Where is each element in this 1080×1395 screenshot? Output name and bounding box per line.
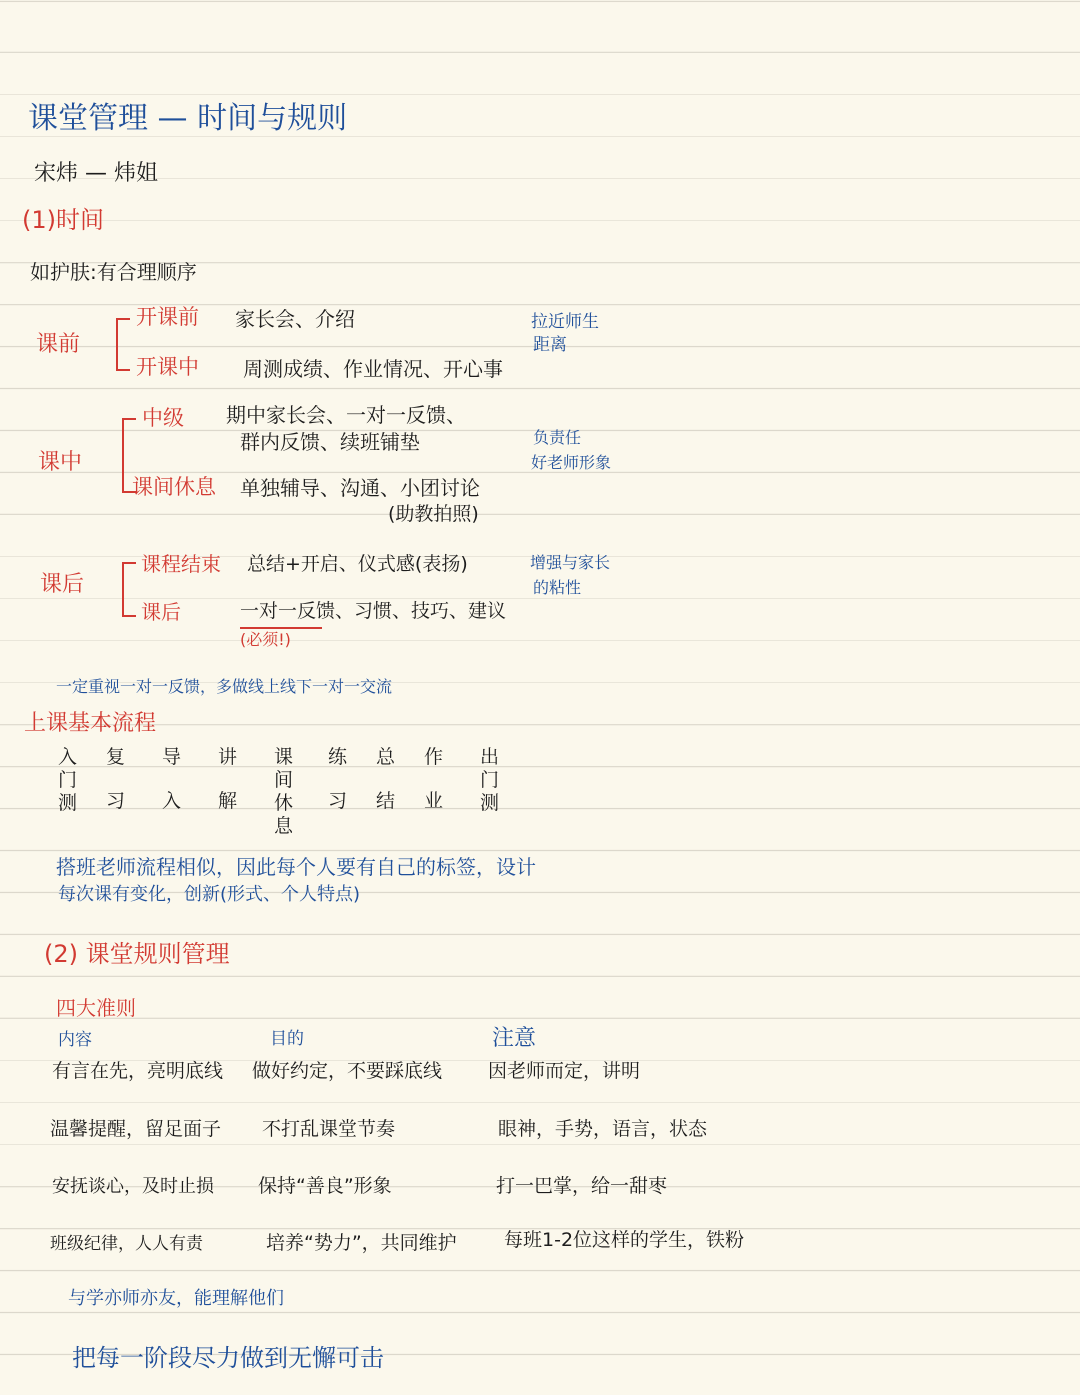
column-header: 内容: [58, 1030, 92, 1050]
brace-tick: [116, 369, 130, 371]
flow-step-char: 入: [162, 790, 182, 812]
before-class-item-label: 开课前: [136, 305, 199, 329]
brace-tick: [122, 562, 136, 564]
flow-step-char: 测: [58, 792, 78, 814]
underline: [240, 627, 322, 629]
during-class-item-detail: 单独辅导、沟通、小团讨论: [240, 476, 480, 500]
after-class-label: 课后: [40, 572, 85, 597]
before-class-item-detail: 家长会、介绍: [235, 307, 355, 331]
rule-purpose: 不打乱课堂节奏: [262, 1118, 396, 1140]
rule-note: 眼神，手势，语言，状态: [498, 1118, 708, 1140]
flow-step-char: 休: [274, 792, 294, 814]
flow-step-char: 门: [58, 769, 78, 791]
after-class-brace: [122, 562, 124, 616]
flow-note: 每次课有变化，创新(形式、个人特点): [58, 884, 361, 905]
column-header: 注意: [492, 1026, 537, 1051]
rule-note: 打一巴掌，给一甜枣: [496, 1175, 668, 1197]
during-class-note: 好老师形象: [531, 453, 612, 472]
rule-purpose: 培养“势力”，共同维护: [266, 1232, 457, 1254]
brace-tick: [122, 615, 136, 617]
flow-step-char: 解: [218, 790, 238, 812]
flow-step-char: 课: [274, 746, 294, 768]
section1-intro: 如护肤:有合理顺序: [30, 260, 197, 284]
before-class-item-label: 开课中: [136, 355, 199, 379]
flow-step: [376, 746, 395, 813]
flow-step-char: 门: [480, 769, 500, 791]
after-class-note: 增强与家长: [530, 553, 611, 572]
relationship-note: 与学亦师亦友，能理解他们: [68, 1288, 284, 1309]
flow-step: [162, 746, 181, 813]
flow-note: 搭班老师流程相似，因此每个人要有自己的标签，设计: [56, 855, 536, 879]
flow-step-char: 测: [480, 792, 500, 814]
flow-step: [424, 746, 443, 813]
during-class-brace: [122, 418, 124, 492]
flow-step: [328, 746, 347, 813]
after-class-item-detail: 一对一反馈、习惯、技巧、建议: [240, 600, 507, 622]
before-class-item-detail: 周测成绩、作业情况、开心事: [243, 357, 503, 381]
before-class-note: 距离: [533, 335, 567, 355]
flow-step-char: 复: [106, 746, 126, 768]
flow-step-char: 息: [274, 815, 294, 837]
rule-content: 安抚谈心，及时止损: [52, 1176, 214, 1197]
flow-step-char: 作: [424, 746, 444, 768]
flow-heading: 上课基本流程: [24, 711, 157, 736]
rule-content: 温馨提醒，留足面子: [50, 1118, 222, 1140]
flow-step-char: 练: [328, 746, 348, 768]
brace-tick: [116, 318, 130, 320]
flow-step-char: 总: [376, 746, 396, 768]
brace-tick: [122, 418, 136, 420]
flow-step-char: 讲: [218, 746, 238, 768]
rule-content: 班级纪律，人人有责: [50, 1234, 203, 1254]
rule-note: 每班1-2位这样的学生，铁粉: [504, 1229, 745, 1251]
flow-step-char: 习: [106, 790, 126, 812]
after-class-note: 的粘性: [533, 578, 582, 597]
during-class-item-detail: 期中家长会、一对一反馈、: [226, 403, 466, 427]
after-class-item-detail: 总结+开启、仪式感(表扬): [247, 553, 468, 575]
flow-step: [274, 746, 293, 838]
flow-step-char: 导: [162, 746, 182, 768]
flow-step-char: 业: [424, 790, 444, 812]
before-class-note: 拉近师生: [531, 312, 599, 332]
during-class-item-detail: 群内反馈、续班铺垫: [240, 430, 420, 454]
feedback-emphasis: 一定重视一对一反馈，多做线上线下一对一交流: [56, 677, 393, 696]
flow-step: [58, 746, 77, 815]
flow-step: [106, 746, 125, 813]
during-class-item-label: 中级: [142, 406, 184, 430]
before-class-label: 课前: [36, 332, 81, 357]
column-header: 目的: [270, 1029, 304, 1049]
during-class-note: 负责任: [533, 428, 582, 447]
flow-step-char: 入: [58, 746, 78, 768]
rule-content: 有言在先，亮明底线: [52, 1060, 224, 1082]
section2-subheading: 四大准则: [56, 996, 136, 1020]
flow-step: [480, 746, 499, 815]
during-class-item-label: 课间休息: [132, 475, 216, 499]
flow-step-char: 间: [274, 769, 294, 791]
during-class-item-detail: (助教拍照): [388, 503, 479, 525]
flow-step-char: 习: [328, 790, 348, 812]
flow-step-char: 出: [480, 746, 500, 768]
section1-heading: (1)时间: [22, 206, 104, 234]
after-class-item-label: 课程结束: [141, 552, 221, 576]
closing-note: 把每一阶段尽力做到无懈可击: [72, 1344, 384, 1372]
after-class-item-label: 课后: [141, 600, 181, 624]
during-class-label: 课中: [38, 450, 83, 475]
flow-step-char: 结: [376, 790, 396, 812]
rule-purpose: 保持“善良”形象: [258, 1175, 392, 1197]
before-class-brace: [116, 318, 118, 370]
section2-heading: (2) 课堂规则管理: [44, 940, 230, 968]
required-mark: (必须!): [240, 630, 291, 649]
page-title: 课堂管理 — 时间与规则: [28, 101, 348, 136]
author: 宋炜 — 炜姐: [34, 161, 158, 186]
flow-step: [218, 746, 237, 813]
rule-purpose: 做好约定，不要踩底线: [252, 1060, 443, 1082]
rule-note: 因老师而定，讲明: [488, 1060, 641, 1082]
